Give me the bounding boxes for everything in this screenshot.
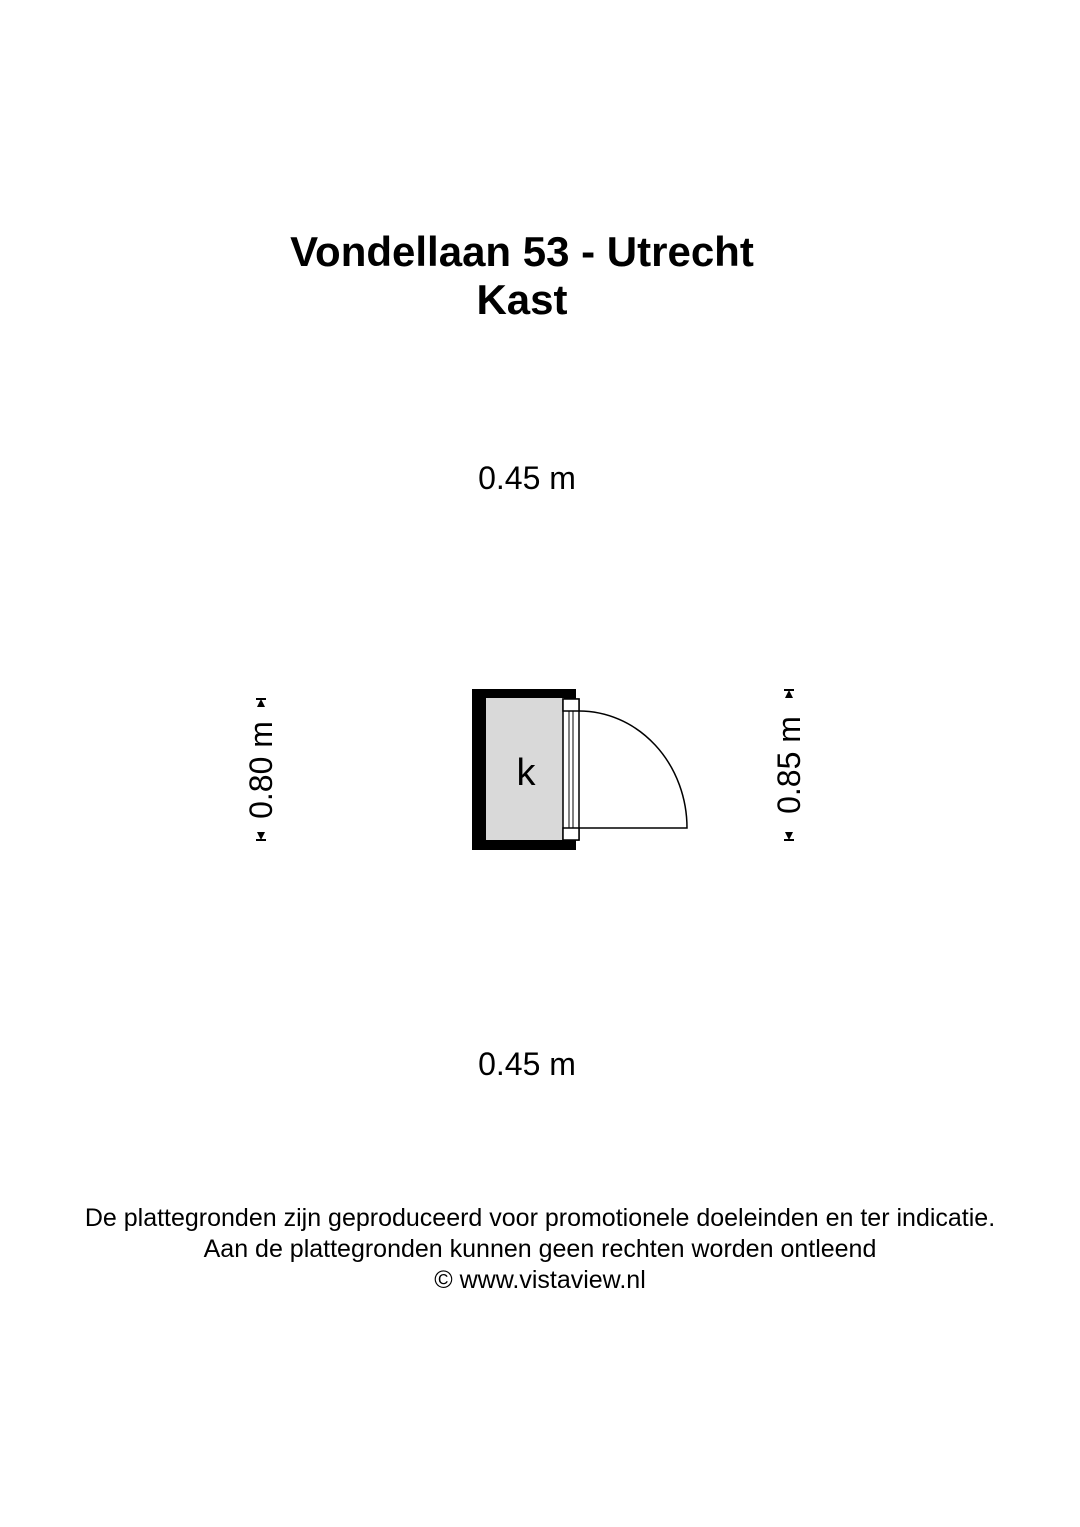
disclaimer-line-1: De plattegronden zijn geproduceerd voor promotionele doeleinden en ter indicatie. <box>84 1204 996 1232</box>
door-jamb-bottom <box>563 828 579 840</box>
disclaimer-line-2: Aan de plattegronden kunnen geen rechten worden ontleend <box>203 1235 877 1263</box>
room-title: Kast <box>476 276 568 323</box>
door-swing-arc <box>579 711 687 828</box>
page-title: Vondellaan 53 - Utrecht <box>290 228 754 275</box>
dimension-right: 0.85 m <box>771 716 807 814</box>
dimension-bottom: 0.45 m <box>478 1046 576 1082</box>
door-jamb-top <box>563 699 579 711</box>
room-label: k <box>516 752 536 794</box>
copyright-link[interactable]: © www.vistaview.nl <box>434 1266 646 1294</box>
dimension-top: 0.45 m <box>478 460 576 496</box>
door-frame <box>563 699 579 840</box>
dimension-left: 0.80 m <box>243 721 279 819</box>
